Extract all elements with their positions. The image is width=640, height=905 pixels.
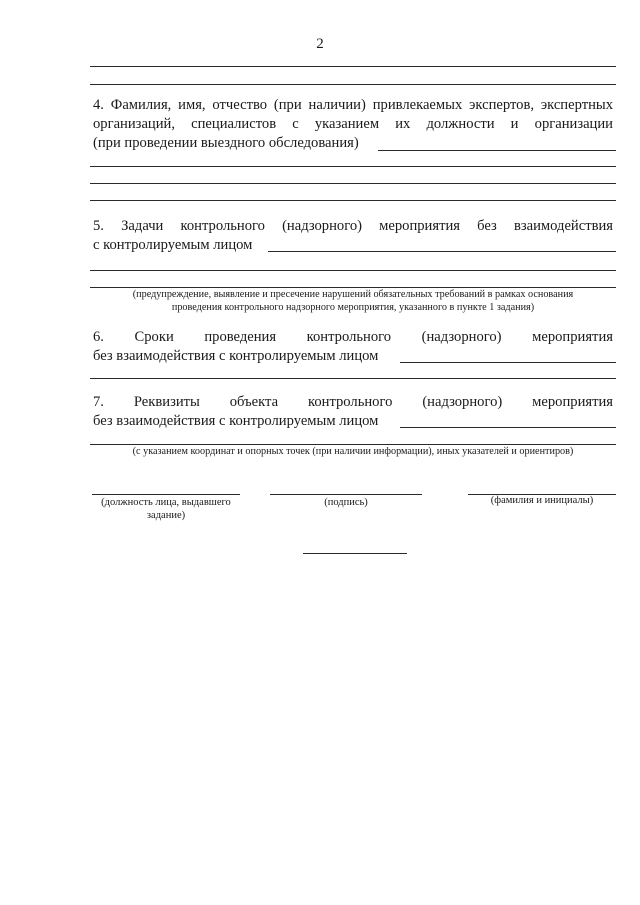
section-4-line-3: (при проведении выездного обследования) xyxy=(93,135,359,151)
section-4-line-1: 4. Фамилия, имя, отчество (при наличии) привлекаемых экспертов, экспертных xyxy=(93,97,613,113)
section-6-word: 6. xyxy=(93,329,104,345)
section-6-word: (надзорного) xyxy=(421,329,502,345)
section-5-rule-1[interactable] xyxy=(90,270,616,271)
section-5-rule-2[interactable] xyxy=(90,287,616,288)
signature-line[interactable] xyxy=(270,494,422,495)
section-5-note-line-2: проведения контрольного надзорного мероприятия, указанного в пункте 1 задания) xyxy=(171,302,535,313)
section-6-line-2: без взаимодействия с контролируемым лицом xyxy=(93,348,379,364)
signature-position-label-1: (должность лица, выдавшего xyxy=(101,497,231,508)
section-5-fill-line[interactable] xyxy=(268,251,616,252)
section-7-word: (надзорного) xyxy=(422,394,503,410)
section-5-line-2: с контролируемым лицом xyxy=(93,237,253,253)
section-7-word: 7. xyxy=(93,394,104,410)
section-7-word: мероприятия xyxy=(532,394,613,410)
signature-position-line[interactable] xyxy=(92,494,240,495)
signature-label: (подпись) xyxy=(324,497,368,508)
page-number: 2 xyxy=(316,36,324,52)
section-6-rule-1[interactable] xyxy=(90,378,616,379)
section-6-word: проведения xyxy=(204,329,277,345)
top-rule-2 xyxy=(90,84,616,85)
section-6-fill-line[interactable] xyxy=(400,362,616,363)
section-6-word: мероприятия xyxy=(532,329,613,345)
closing-rule xyxy=(303,553,407,554)
section-7-word: объекта xyxy=(229,394,279,410)
section-4-line-2: организаций, специалистов с указанием их должности и организации xyxy=(93,116,613,132)
section-7-line-2: без взаимодействия с контролируемым лицом xyxy=(93,413,379,429)
section-7-fill-line[interactable] xyxy=(400,427,616,428)
section-7-note: (с указанием координат и опорных точек (при наличии информации), иных указателей и ориентиров) xyxy=(132,446,574,457)
section-4-rule-2[interactable] xyxy=(90,183,616,184)
section-7-word: контрольного xyxy=(308,394,393,410)
section-6-word: контрольного xyxy=(306,329,392,345)
signature-position-label-2: задание) xyxy=(146,510,186,521)
section-4-fill-line[interactable] xyxy=(378,150,616,151)
section-6-line-1 xyxy=(93,329,613,346)
section-5-line-1: 5. Задачи контрольного (надзорного) мероприятия без взаимодействия xyxy=(93,218,613,234)
signature-name-label: (фамилия и инициалы) xyxy=(490,495,594,506)
section-7-rule-1[interactable] xyxy=(90,444,616,445)
section-4-rule-1[interactable] xyxy=(90,166,616,167)
section-7-line-1 xyxy=(93,394,613,411)
section-7-word: Реквизиты xyxy=(133,394,200,410)
top-rule-1 xyxy=(90,66,616,67)
section-4-rule-3[interactable] xyxy=(90,200,616,201)
section-6-word: Сроки xyxy=(134,329,174,345)
section-5-note-line-1: (предупреждение, выявление и пресечение нарушений обязательных требований в рамках основания xyxy=(132,289,574,300)
